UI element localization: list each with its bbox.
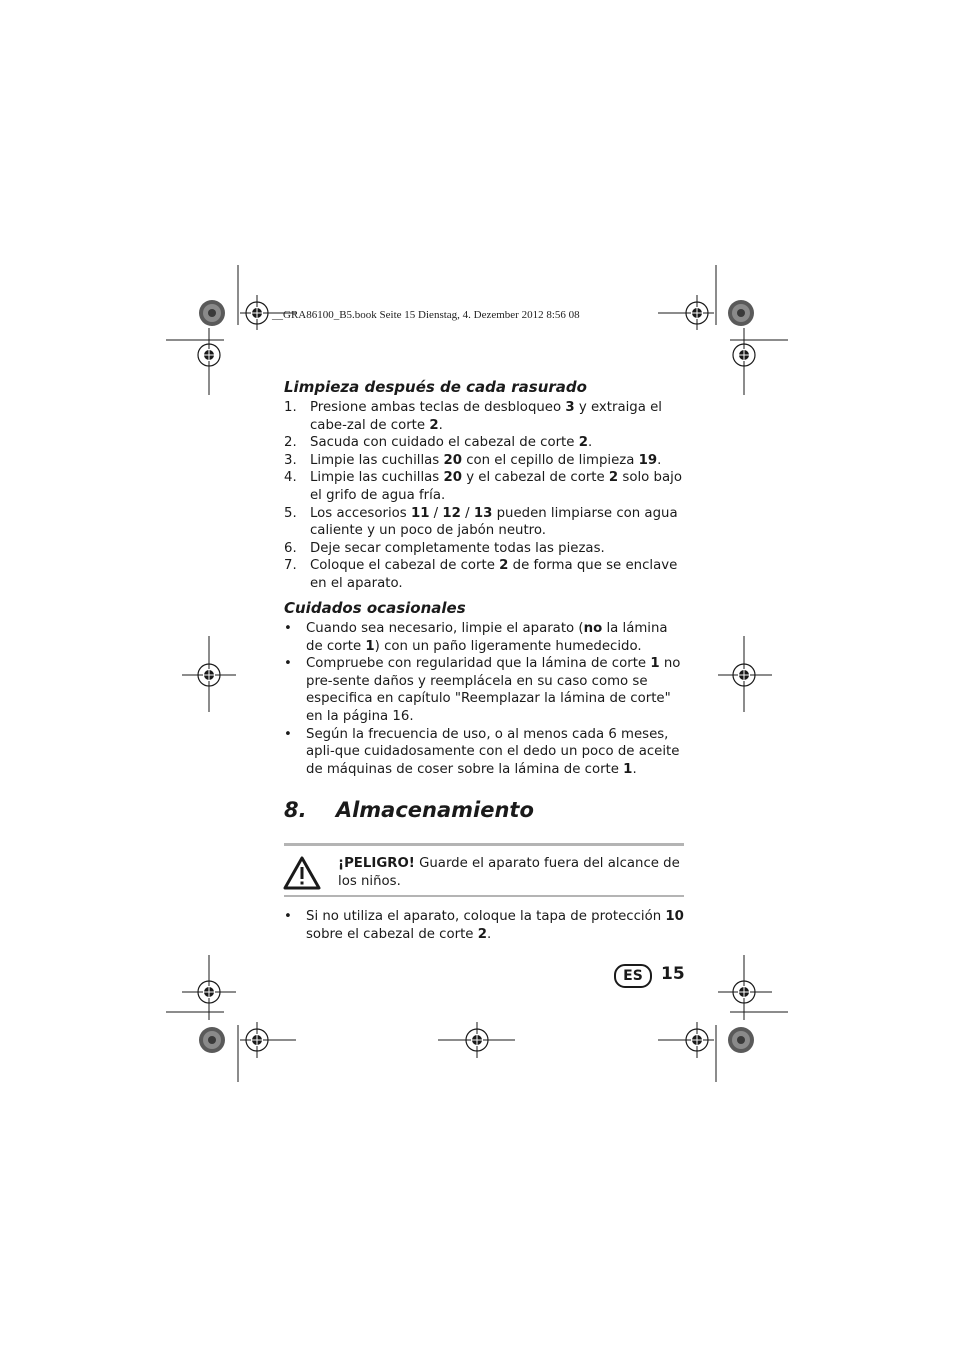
warning-bottom-rule: [284, 895, 684, 897]
care-item: • Según la frecuencia de uso, o al menos cada 6 meses, apli-que cuidadosamente con el dedo un poco de aceite de máquinas de coser sobre la lámina de corte 1.: [284, 726, 680, 777]
warning-text: ¡PELIGRO! Guarde el aparato fuera del alcance de los niños.: [338, 856, 680, 889]
print-file-info: __GRA86100_B5.book Seite 15 Dienstag, 4. Dezember 2012 8:56 08: [272, 309, 580, 321]
cleaning-step: 3. Limpie las cuchillas 20 con el cepillo de limpieza 19.: [284, 452, 662, 468]
care-list: [284, 620, 684, 778]
care-item: • Compruebe con regularidad que la lámina de corte 1 no pre-sente daños y reemplácela en su caso como se especifica en capítulo "Reemplazar la lámina de corte" en la página 16.: [284, 656, 681, 724]
cleaning-step: 5. Los accesorios 11 / 12 / 13 pueden limpiarse con agua caliente y un poco de jabón neutro.: [284, 505, 678, 539]
warning-top-rule: [284, 843, 684, 846]
cleaning-steps: [284, 399, 682, 593]
page-number: 15: [661, 964, 685, 984]
warning-triangle-icon: [283, 856, 321, 890]
cleaning-step: 6. Deje secar completamente todas las piezas.: [284, 540, 605, 556]
cleaning-step: 2. Sacuda con cuidado el cabezal de corte 2.: [284, 435, 593, 451]
care-heading: Cuidados ocasionales: [284, 599, 466, 617]
warning-label: ¡PELIGRO!: [338, 856, 415, 871]
storage-item: • Si no utiliza el aparato, coloque la tapa de protección 10 sobre el cabezal de corte 2.: [284, 909, 684, 942]
cleaning-heading: Limpieza después de cada rasurado: [284, 378, 587, 396]
language-badge: ES: [614, 964, 652, 988]
cleaning-step: 4. Limpie las cuchillas 20 y el cabezal de corte 2 solo bajo el grifo de agua fría.: [284, 470, 682, 503]
cleaning-step: 7. Coloque el cabezal de corte 2 de forma que se enclave en el aparato.: [284, 558, 678, 591]
cleaning-step: 1. Presione ambas teclas de desbloqueo 3 y extraiga el cabe-zal de corte 2.: [284, 400, 662, 433]
chapter-heading: 8. Almacenamiento: [284, 798, 534, 822]
storage-list: [284, 908, 684, 943]
care-item: • Cuando sea necesario, limpie el aparato (no la lámina de corte 1) con un paño ligeramente humedecido.: [284, 621, 668, 654]
